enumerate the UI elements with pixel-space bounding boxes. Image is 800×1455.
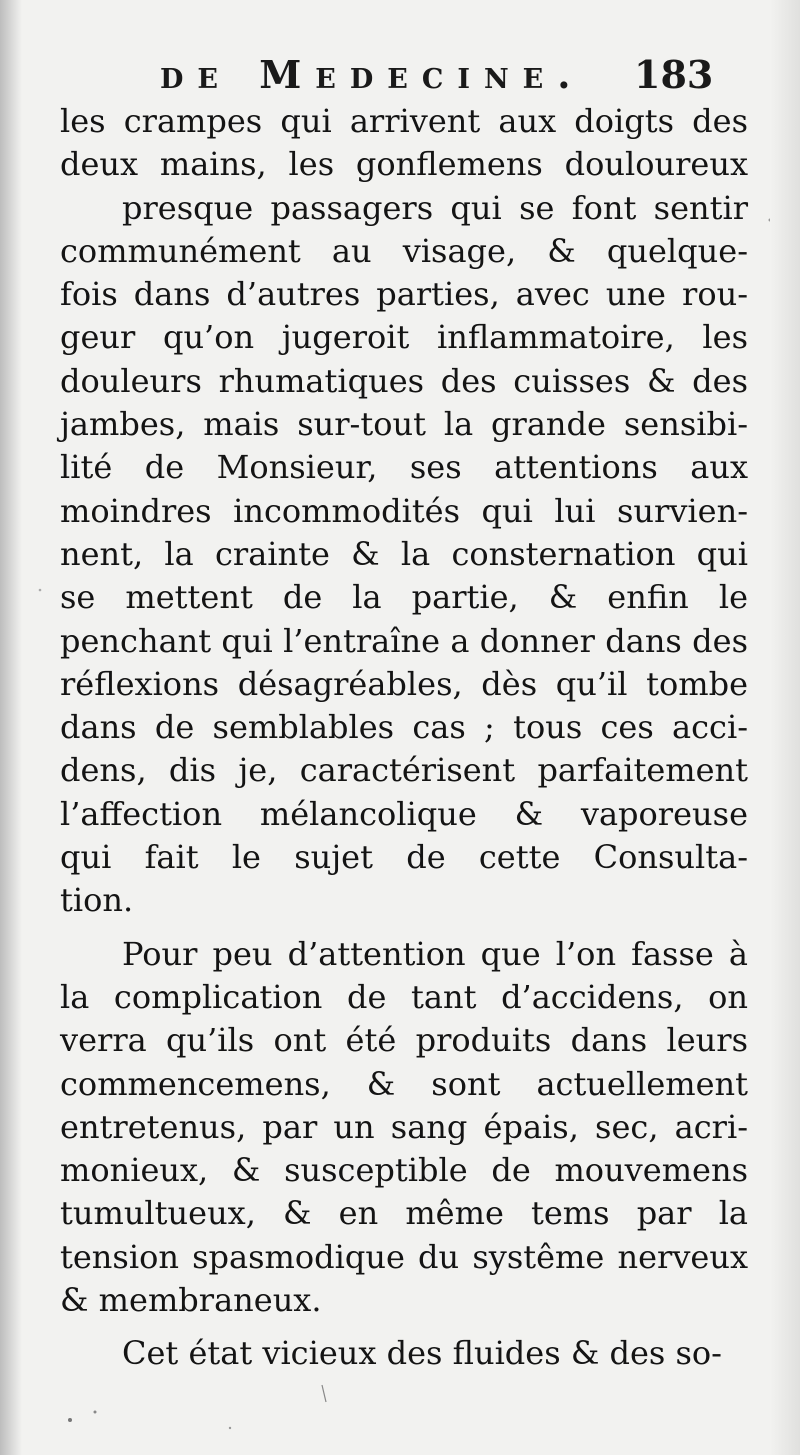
text-line: presque passagers qui se font sentir bbox=[122, 188, 748, 227]
text-line: dens, dis je, caractérisent parfaitement bbox=[60, 751, 748, 790]
text-line: tension spasmodique du systême nerveux bbox=[60, 1237, 748, 1276]
text-line: & membraneux. bbox=[60, 1281, 322, 1320]
text-line: monieux, & susceptible de mouvemens bbox=[60, 1151, 748, 1190]
text-line: geur qu’on jugeroit inflammatoire, les bbox=[60, 318, 748, 357]
text-line: communément au visage, & quelque- bbox=[60, 231, 748, 270]
running-title: de Medecine. bbox=[160, 52, 585, 97]
page-number: 183 bbox=[634, 52, 714, 97]
text-line: Cet état vicieux des fluides & des so- bbox=[122, 1334, 722, 1373]
text-line: les crampes qui arrivent aux doigts des bbox=[60, 102, 748, 140]
paragraph-gap bbox=[60, 1322, 748, 1332]
text-line: l’affection mélancolique & vaporeuse bbox=[60, 794, 748, 833]
text-line: nent, la crainte & la consternation qui bbox=[60, 534, 748, 573]
text-line: douleurs rhumatiques des cuisses & des bbox=[60, 361, 748, 400]
text-line: tumultueux, & en même tems par la bbox=[60, 1194, 748, 1233]
text-line: penchant qui l’entraîne a donner dans des bbox=[60, 621, 748, 660]
text-line: deux mains, les gonflemens douloureux bbox=[60, 145, 748, 184]
text-line: qui fait le sujet de cette Consulta- bbox=[60, 838, 748, 877]
text-line: moindres incommodités qui lui survien- bbox=[60, 491, 748, 530]
text-line: tion. bbox=[60, 881, 134, 920]
text-line: jambes, mais sur-tout la grande sensibi- bbox=[60, 405, 748, 444]
page-header bbox=[160, 52, 760, 104]
text-line: dans de semblables cas ; tous ces acci- bbox=[60, 708, 748, 747]
body-text bbox=[60, 100, 748, 1376]
text-line: la complication de tant d’accidens, on bbox=[60, 977, 748, 1016]
text-line: réflexions désagréables, dès qu’il tombe bbox=[60, 664, 748, 703]
text-line: entretenus, par un sang épais, sec, acri- bbox=[60, 1107, 748, 1146]
text-line: se mettent de la partie, & enfin le bbox=[60, 578, 748, 617]
text-line: Pour peu d’attention que l’on fasse à bbox=[122, 934, 748, 973]
text-line: fois dans d’autres parties, avec une rou- bbox=[60, 275, 748, 314]
text-line: lité de Monsieur, ses attentions aux bbox=[60, 448, 748, 487]
paragraph-gap bbox=[60, 923, 748, 933]
text-line: verra qu’ils ont été produits dans leurs bbox=[60, 1021, 748, 1060]
text-line: commencemens, & sont actuellement bbox=[60, 1064, 748, 1103]
